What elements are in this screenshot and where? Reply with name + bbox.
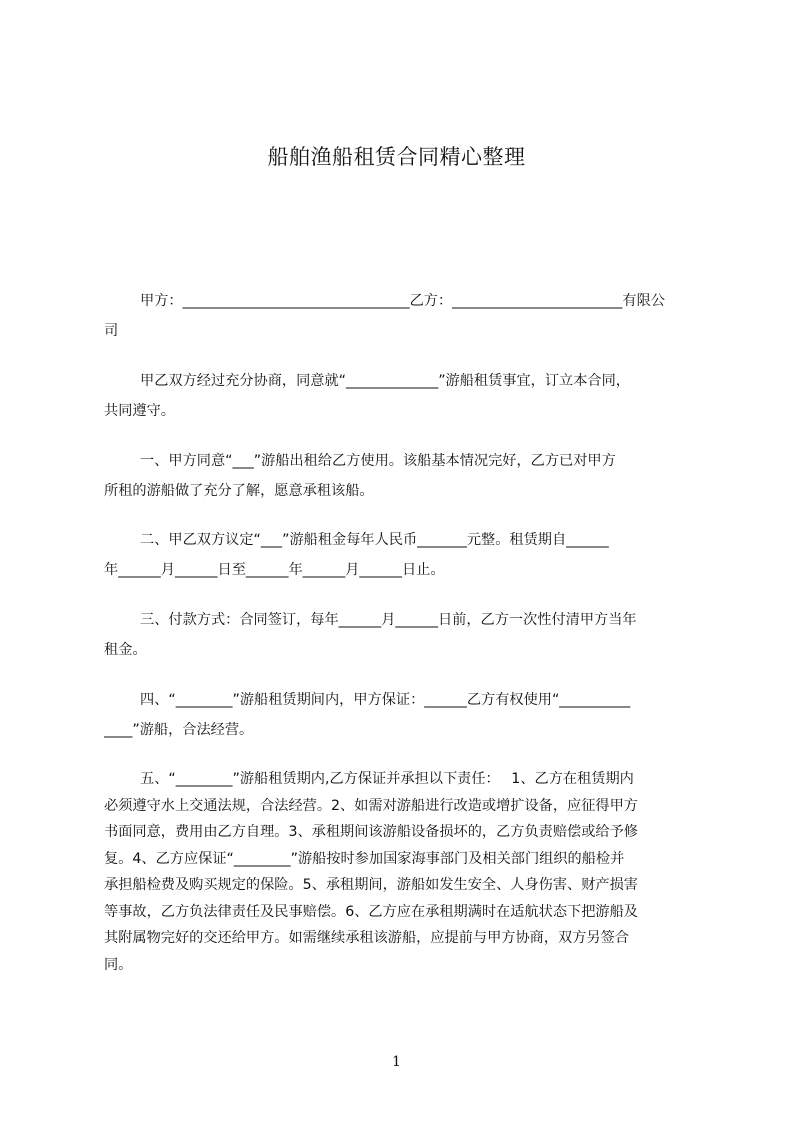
paragraph-line: 所租的游船做了充分了解，愿意承租该船。 [104,483,374,499]
paragraph-line: ____”游船，合法经营。 [104,722,254,738]
paragraph-line: 四、“________”游船租赁期间内，甲方保证：______乙方有权使用“__________ [140,692,631,708]
clause-2-paragraph [104,525,700,585]
paragraph-line: 承担船检费及购买规定的保险。5、承租期间，游船如发生安全、人身伤害、财产损害 [104,877,638,893]
paragraph-line: 司 [104,323,119,339]
intro-paragraph [104,366,700,426]
clause-4-paragraph [104,685,700,745]
page-number: 1 [392,1054,401,1070]
paragraph-line: 一、甲方同意“___”游船出租给乙方使用。该船基本情况完好，乙方已对甲方 [140,453,616,469]
paragraph-line: 甲乙双方经过充分协商，同意就“_____________”游船租赁事宜，订立本合同， [140,373,630,389]
paragraph-line: 五、“________”游船租赁期内,乙方保证并承担以下责任： 1、乙方在租赁期内 [140,771,634,787]
paragraph-line: 等事故，乙方负法律责任及民事赔偿。6、乙方应在承租期满时在适航状态下把游船及 [104,903,638,920]
paragraph-line: 租金。 [104,642,147,658]
paragraph-line: 书面同意，费用由乙方自理。3、承租期间该游船设备损坏的，乙方负责赔偿或给予修 [104,824,638,840]
clause-3-paragraph [104,605,700,665]
paragraph-line: 年______月______日至______年______月______日止。 [104,562,445,578]
page-title: 船舶渔船租赁合同精心整理 [267,145,526,169]
paragraph-line: 三、付款方式：合同签订，每年______月______日前，乙方一次性付清甲方当年 [140,612,637,628]
paragraph-line: 共同遵守。 [104,403,175,419]
paragraph-line: 甲方：________________________________乙方：________________________有限公 [140,293,665,309]
parties-paragraph [104,286,700,346]
paragraph-line: 二、甲乙双方议定“___”游船租金每年人民币_______元整。租赁期自______ [140,532,609,548]
clause-1-paragraph [104,446,700,506]
paragraph-line: 其附属物完好的交还给甲方。如需继续承租该游船，应提前与甲方协商，双方另签合 [104,930,629,946]
paragraph-line: 同。 [104,956,133,973]
clause-5-paragraph [104,766,698,978]
paragraph-line: 必须遵守水上交通法规，合法经营。2、如需对游船进行改造或增扩设备，应征得甲方 [104,797,638,814]
paragraph-line: 复。4、乙方应保证“________”游船按时参加国家海事部门及相关部门组织的船检并 [104,850,625,867]
